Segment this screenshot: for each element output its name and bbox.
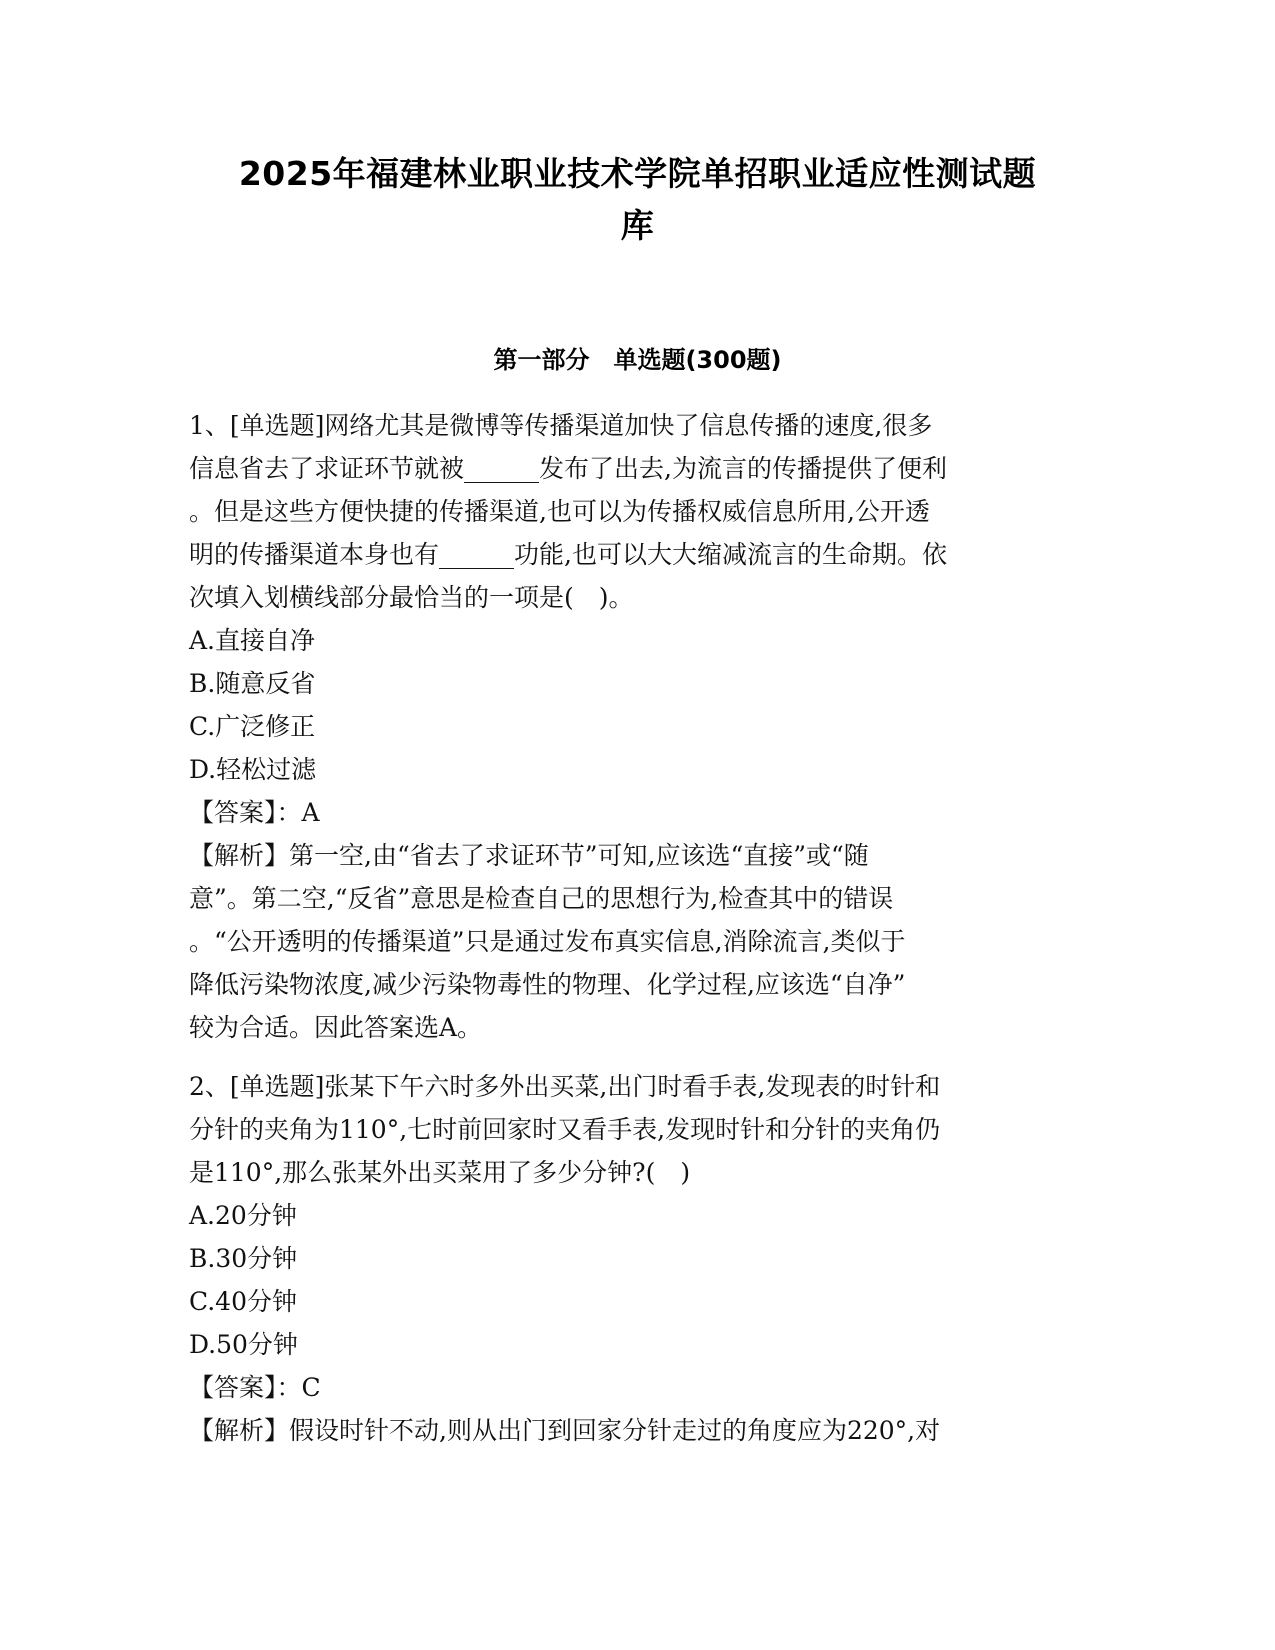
question-list: [189, 404, 1079, 1452]
analysis-line: 【解析】假设时针不动,则从出门到回家分针走过的角度应为220°,对: [189, 1416, 941, 1445]
option-d: D.50分钟: [189, 1330, 298, 1359]
option-d: D.轻松过滤: [189, 755, 317, 784]
option-a: A.20分钟: [189, 1201, 297, 1230]
question-stem-line: 2、[单选题]张某下午六时多外出买菜,出门时看手表,发现表的时针和: [189, 1072, 941, 1101]
option-c: C.广泛修正: [189, 712, 316, 741]
option-b: B.30分钟: [189, 1244, 298, 1273]
title-line-1: 2025年福建林业职业技术学院单招职业适应性测试题: [238, 154, 1037, 193]
question-stem-line: 1、[单选题]网络尤其是微博等传播渠道加快了信息传播的速度,很多: [189, 411, 933, 440]
option-c: C.40分钟: [189, 1287, 297, 1316]
answer-line: 【答案】：A: [189, 798, 320, 827]
analysis-line: 【解析】第一空,由“省去了求证环节”可知,应该选“直接”或“随: [189, 841, 869, 870]
answer-line: 【答案】：C: [189, 1373, 321, 1402]
title-line-2: 库: [620, 206, 655, 245]
document-title: [150, 148, 1125, 252]
question-stem-line: 是110°,那么张某外出买菜用了多少分钟?( ): [189, 1158, 691, 1187]
option-a: A.直接自净: [189, 626, 316, 655]
question-stem-line: 明的传播渠道本身也有______功能,也可以大大缩减流言的生命期。依: [189, 540, 947, 569]
analysis-line: 。“公开透明的传播渠道”只是通过发布真实信息,消除流言,类似于: [189, 927, 906, 956]
question-spacer: [189, 1049, 1079, 1065]
analysis-line: 较为合适。因此答案选A。: [189, 1013, 483, 1042]
question-stem-line: 分针的夹角为110°,七时前回家时又看手表,发现时针和分针的夹角仍: [189, 1115, 941, 1144]
section-title: 第一部分 单选题(300题): [493, 346, 782, 374]
question-stem-line: 。但是这些方便快捷的传播渠道,也可以为传播权威信息所用,公开透: [189, 497, 930, 526]
analysis-line: 降低污染物浓度,减少污染物毒性的物理、化学过程,应该选“自净”: [189, 970, 906, 999]
question-block: [189, 404, 1079, 1049]
question-block: [189, 1065, 1079, 1452]
question-stem-line: 信息省去了求证环节就被______发布了出去,为流言的传播提供了便利: [189, 454, 947, 483]
question-stem-line: 次填入划横线部分最恰当的一项是( )。: [189, 583, 634, 612]
analysis-line: 意”。第二空,“反省”意思是检查自己的思想行为,检查其中的错误: [189, 884, 894, 913]
option-b: B.随意反省: [189, 669, 316, 698]
